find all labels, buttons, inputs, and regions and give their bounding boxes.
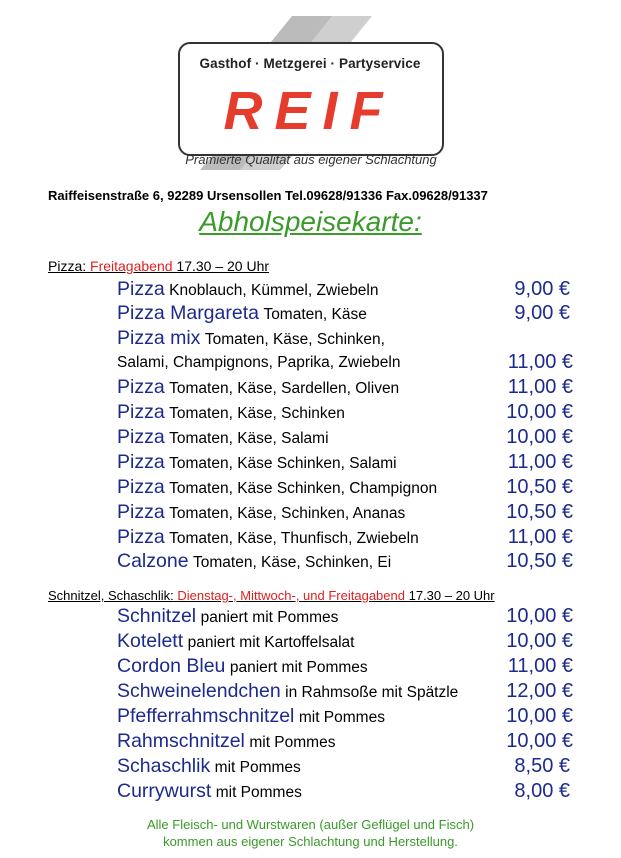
item-description: Tomaten, Käse, Schinken, Ei <box>193 554 392 571</box>
item-price: 10,50 € <box>506 476 573 498</box>
item-description: mit Pommes <box>215 784 302 801</box>
schnitzel-section-label: Schnitzel, Schaschlik: <box>48 588 174 603</box>
menu-item <box>117 476 437 499</box>
item-description: Tomaten, Käse Schinken, Champignon <box>169 480 438 497</box>
item-price: 10,00 € <box>506 401 573 423</box>
item-price: 8,50 € <box>514 755 570 777</box>
item-price: 10,50 € <box>506 550 573 572</box>
item-name: Schaschlik <box>117 755 211 777</box>
logo <box>172 12 450 172</box>
item-name: Pizza Margareta <box>117 302 259 324</box>
item-description: Salami, Champignons, Paprika, Zwiebeln <box>117 354 401 371</box>
item-price: 11,00 € <box>507 376 573 398</box>
item-price: 11,00 € <box>507 451 573 473</box>
menu-item-continuation <box>117 354 400 372</box>
item-price: 10,00 € <box>506 630 573 652</box>
pizza-section-days: Freitagabend <box>90 258 173 274</box>
menu-item <box>117 451 397 474</box>
menu-item <box>117 302 367 325</box>
item-name: Cordon Bleu <box>117 655 226 677</box>
logo-wordmark: REIF <box>223 81 395 141</box>
footer-line-2: kommen aus eigener Schlachtung und Herstellung. <box>163 834 458 849</box>
menu-item <box>117 278 379 301</box>
menu-item <box>117 526 419 549</box>
item-name: Pizza <box>117 426 165 448</box>
menu-item <box>117 755 301 778</box>
item-name: Pizza <box>117 401 165 423</box>
pizza-section-time: 17.30 – 20 Uhr <box>176 258 270 274</box>
menu-item <box>117 401 345 424</box>
menu-item <box>117 630 354 653</box>
item-description: Tomaten, Käse <box>263 306 367 323</box>
item-price: 10,00 € <box>506 605 573 627</box>
menu-item <box>117 426 329 449</box>
item-description: mit Pommes <box>249 734 336 751</box>
item-name: Currywurst <box>117 780 212 802</box>
item-description: in Rahmsoße mit Spätzle <box>285 684 459 701</box>
item-price: 11,00 € <box>507 655 573 677</box>
footer-line-1: Alle Fleisch- und Wurstwaren (außer Geflügel und Fisch) <box>146 817 475 832</box>
item-description: paniert mit Kartoffelsalat <box>187 634 355 651</box>
menu-item <box>117 327 385 350</box>
item-description: Tomaten, Käse, Schinken, <box>204 331 385 348</box>
page-title: Abholspeisekarte: <box>199 206 422 237</box>
item-name: Pizza <box>117 278 165 300</box>
item-description: mit Pommes <box>214 759 301 776</box>
item-price: 11,00 € <box>507 526 573 548</box>
item-name: Pizza <box>117 526 165 548</box>
item-price: 11,00 € <box>507 351 573 373</box>
schnitzel-section-days: Dienstag-, Mittwoch-, und Freitagabend <box>177 588 405 603</box>
item-description: Tomaten, Käse, Sardellen, Oliven <box>169 380 400 397</box>
logo-tagline: Gasthof · Metzgerei · Partyservice <box>199 56 421 71</box>
schnitzel-section-header <box>48 588 495 603</box>
item-description: paniert mit Pommes <box>200 609 339 626</box>
schnitzel-section-time: 17.30 – 20 Uhr <box>408 588 495 603</box>
item-name: Pizza mix <box>117 327 201 349</box>
menu-item <box>117 376 399 399</box>
logo-subline: Prämierte Qualität aus eigener Schlachtung <box>185 152 437 167</box>
item-description: Tomaten, Käse, Thunfisch, Zwiebeln <box>169 530 419 547</box>
pizza-section-header <box>48 258 269 274</box>
item-name: Pizza <box>117 451 165 473</box>
item-name: Calzone <box>117 550 189 572</box>
item-price: 10,50 € <box>506 501 573 523</box>
address-line: Raiffeisenstraße 6, 92289 Ursensollen Tel.09628/91336 Fax.09628/91337 <box>48 188 488 203</box>
item-price: 9,00 € <box>514 302 570 324</box>
menu-item <box>117 605 338 628</box>
footer-note <box>0 816 621 850</box>
menu-item <box>117 501 405 524</box>
item-name: Rahmschnitzel <box>117 730 245 752</box>
item-price: 9,00 € <box>514 278 570 300</box>
item-name: Kotelett <box>117 630 184 652</box>
item-name: Pizza <box>117 501 165 523</box>
pizza-section-label: Pizza: <box>48 258 87 274</box>
menu-item <box>117 655 368 678</box>
item-price: 12,00 € <box>506 680 573 702</box>
item-description: Knoblauch, Kümmel, Zwiebeln <box>169 282 379 299</box>
item-name: Pizza <box>117 376 165 398</box>
menu-item <box>117 730 335 753</box>
item-name: Schweinelendchen <box>117 680 281 702</box>
menu-item <box>117 550 391 573</box>
item-price: 8,00 € <box>514 780 570 802</box>
item-description: Tomaten, Käse, Schinken, Ananas <box>169 505 406 522</box>
item-description: Tomaten, Käse, Salami <box>169 430 329 447</box>
item-description: mit Pommes <box>298 709 385 726</box>
item-description: paniert mit Pommes <box>229 659 368 676</box>
menu-item <box>117 705 385 728</box>
item-name: Pfefferrahmschnitzel <box>117 705 295 727</box>
item-price: 10,00 € <box>506 705 573 727</box>
menu-item <box>117 680 458 703</box>
item-name: Pizza <box>117 476 165 498</box>
menu-item <box>117 780 302 803</box>
item-price: 10,00 € <box>506 426 573 448</box>
item-description: Tomaten, Käse, Schinken <box>169 405 345 422</box>
item-price: 10,00 € <box>506 730 573 752</box>
item-name: Schnitzel <box>117 605 197 627</box>
item-description: Tomaten, Käse Schinken, Salami <box>169 455 397 472</box>
